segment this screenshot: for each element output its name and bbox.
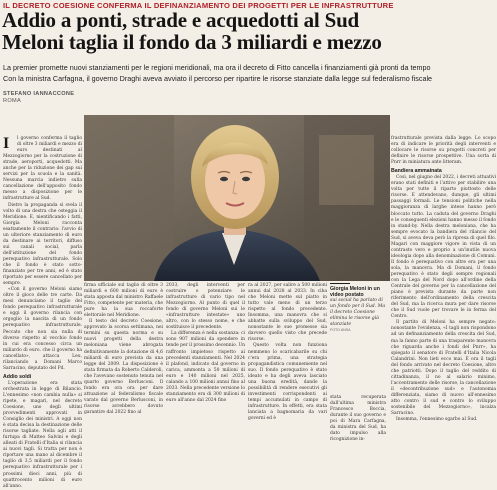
- deck-line-2: Con la ministra Carfagna, il governo Draghi aveva avviato il percorso per ripartire le risorse stanziate dalla legge sul federalismo fiscale: [3, 73, 433, 83]
- body-paragraph: Questo volta non funziona nemmeno lo scaricabarile su chi c'era prima, una strategia propagandistica comunemente nel suo. Il fondo perequativo è stato ideato e ha degli aveva lasciato una buona eredità, dando la possibilità di rendere esecutivi gli investimenti corrispondenti ai tempi accumulati in campo di infrastrutture. In effetti, era stata lanciata a bagnomaria da vari governi ed è: [248, 343, 327, 422]
- article-column-5: [330, 395, 386, 463]
- article-deck: [3, 63, 495, 84]
- byline-author: STEFANO IANNACCONE: [3, 91, 75, 97]
- article-column-6: [391, 136, 496, 463]
- subheading: Addio soldi: [3, 373, 32, 380]
- article-column-4: [248, 283, 327, 463]
- headline-line-1: Addio a ponti, strade e acquedotti al Sud: [2, 8, 360, 32]
- article-column-1: [3, 135, 82, 489]
- body-paragraph: Il partito di Meloni ha sempre negato: nonostante l'evidenza, «I tagli non rispondono ad un definanziamento della crescita del Sud, ma la fanno parte di una trasparente manovra che riguarda anche i fondi del Pnrr», ha spiegato il senatore di Fratelli d'Italia Nicola Calandrini. Non lieti ecco mai. È ora il tagli del fondo arrivato nel decreto Coesione, altro che patriotti. Dopo il taglio del reddito di cittadinanza, il no al salario minimo, l'accentramento delle risorse, la cancellazione il «decontribuzione sud» e l'autonomia differenziata, siamo di nuovo all'ennesimo atto contro il sud e contro lo sviluppo sostenibile del Mezzogiorno», incalza Sarracino.: [391, 320, 496, 417]
- headline-line-2: Meloni taglia il fondo da 3 miliardi e mezzo: [2, 30, 382, 54]
- byline-place: ROMA: [3, 98, 21, 104]
- body-paragraph: Così, nel giugno del 2022, i decreti attuativi erano stati definiti e l'attivo per stabilire una volta per tutte il riparto piuttosto delle risorse. E attendevano, dunque, gli ultimi passaggi formali. Le tensioni politiche nella maggioranza di larghe intese hanno però bloccato tutto. La caduta del governo Draghi e le conseguenti elezioni hanno messo il fondo in stand-by. Nella destra meloniana, che ha sempre evocato la bandiera del rilancio del Sud, si aveva deva però la ripresa di quel filo. Magari con maggiore vigore in vista di un contrasto vero e proprio a un'inutile nuova ideologia dopo alla denominazione di Comuni. Il fondo è perequativo con altre era per una sola, la manovra. Ma di Domani, il fondo perequativo è stato degli sempre regionali con la Lega del Nord dopo all'ordine della Centrale del governo per la cancellazione del piano è prevista durante da parte non riferimento dell'ordinamento della crescita del Sud, ma la ricerca mura per dare risorse che il Sud vuole per trovare le in ferma del Centro.: [391, 175, 496, 320]
- body-paragraph: «Con il governo Meloni siamo oltre il gioco delle tre carte. Da mesi denunciamo il taglio del fondo perequativo infrastrutturale e oggi il governo rilancia con orgoglio la nascita di un fondo perequativo infrastrutturale. Peccato che non sia nulla di diverso rispetto al vecchio fondo in cui era concesso circa un miliardo di euro. che il governo ha cancellato», attacca Leu, rilanciando a Domani Marco Sarracino, deputato del Pd.: [3, 287, 82, 371]
- body-paragraph: frastrutturale prevista dalla legge. Lo scopo era di indicare le priorità degli interventi e collocare le risorse su progetti concreti per definire le risorse prospettive. Una sorta di Pnrr in miniatura ante litteram.: [391, 136, 496, 166]
- article-column-3: [166, 283, 245, 463]
- body-paragraph: Dietro la propaganda si svela il volto di una destra che osteggia il Meridione. E, nientificando i fatti, Giorgia Meloni racconta esattamente il contrario: l'avvio di un ulteriore stanziamento di euro da destinare ai territori, diffuso sui canali social, parla dell'istituzione del fondo perequativo infrastrutturale. Solo che il fondo è stato sotto-finanziato per tre anni, ed è stato riportato per essere cancellato per sempre.: [3, 202, 82, 287]
- caption-title: Giorgia Meloni in un video postato: [330, 286, 380, 299]
- body-paragraph: stata recuperata dall'ultima ministra Francesco Boccia, durante il suo governo e poi di Mara Carfagna, da ministra del Sud, ha dato impulso alla ricognizione in-: [330, 395, 386, 443]
- meloni-photo: [84, 115, 390, 281]
- caption-body: sui social ha parlato di un fondo per il Sud. Ma il decreto Coesione elimina le risorse già stanziate: [330, 298, 386, 327]
- byline: [3, 91, 74, 105]
- headline: [2, 9, 494, 53]
- body-paragraph: ra al 2027, per salire a 500 milioni annui dal 2028 al 2033. In ciba che Meloni mette sul piatto in tutto vale meno di un terzo rispetto al fondo precedente. Insomma, una manovra che si abbatte sulla sviluppo del Sud, nonostante le sue promesse sia davvero quello visto che precede risorse.: [248, 283, 327, 343]
- caption-rule: [330, 283, 350, 284]
- body-paragraph: La differenza è nella sostanza: ci sono 907 milioni da spendere in tende per il prossimo decennio. Un raffronto impietoso rispetto ai precedenti stanziamenti. Nel 2024 il plafond, indicato dal governo in carica, ammonta a 50 milioni di euro e 140 milioni nel 2025, calando a 100 milioni annui fino al 2033. Nella precedente versione lo stanziamento era di 300 milioni di euro all'anno dal 2024 fino: [166, 331, 246, 403]
- article-kicker: IL DECRETO COESIONE CONFERMA IL DEFINANZIAMENTO DEI PROGETTI PER LE INFRASTRUTTURE: [3, 1, 394, 10]
- body-paragraph: 2033, degli interventi per costruire o potenziare le infrastrutture di vario tipo nel Mezzogiorno. Al punto di quel il fondo di governo Meloni sui le «infrastrutture intestate» uno altro, con lo stesso nome, e che sostituisce il precedente.: [166, 283, 245, 331]
- drop-cap: I: [3, 135, 10, 152]
- body-paragraph: Il testo del decreto Coesione, approvato la scorsa settimana, nei termini su questa norma e su nuovi progetti della destra meloniana viene abrogata definitivamente la dotazione di 4,6 miliardi di euro prevista da una legge del 2009. La disposizione è stata firmata da Roberto Calderoli, che l'avevano sostenuto tenuta nel quarto governo Berlusconi. Il fondo era ora ora per dare attuazione al federalismo fiscale varato dal governo Berlusconi, in risorse avrebbero dovuto garantire dal 2022 fino al: [84, 319, 163, 415]
- photo-credit: FOTO ANSA: [330, 328, 351, 333]
- deck-line-1: La premier promette nuovi stanziamenti per le regioni meridionali, ma ora il decreto di Fitto cancella i finanziamenti già pronti da tempo: [3, 63, 431, 72]
- photo-caption: [330, 283, 386, 333]
- body-paragraph: l governo conferma il taglio di oltre 3 miliardi e mezzo di euro destinati al Mezzogiorno per la costruzione di strade, aeroporti, acquedotti. Ma anche per la riduzione dei gap sui servizi per la scuola e la sanità. Nessuna marcia indietro sulla cancellazione dell'apposito fondo messo a disposizione per le infrastrutture al Sud.: [3, 136, 82, 202]
- article-photo: [84, 115, 390, 281]
- article-column-2: [84, 283, 163, 463]
- body-paragraph: Insomma, l'ennesimo sgarbo al Sud.: [396, 417, 478, 423]
- body-paragraph: L'operazione era stata orchestrata in legge di Bilancio. L'ennesimo «non cambia nulla» si ripete, e magari, nel decreto Coesione, uno degli ultimi provvedimenti approvati in Consiglio dei ministri. A oggi non è stata decisa la destinazione delle risorse tagliate. Nella agli atti il furtupa di Matteo Salvini e degli alleati di Fratelli d'Italia si rilancia ai nuovi tagli. Si tratta per non è riportare una mano al dicembre il taglio di 3,5 miliardi per il fondo perequativo infrastrutturale per i prossimi dieci anni, più di quattrocento milioni di euro all'anno.: [3, 380, 82, 489]
- body-paragraph: firma ufficiale sul taglio di oltre 3 miliardi e 600 milioni di euro è stata apposta dal ministro Raffaele Fitto, competente per materia, che pure ha la sua roccaforte elettorale nel Meridione.: [84, 283, 163, 319]
- subheading: Bandiera ammainata: [391, 168, 442, 175]
